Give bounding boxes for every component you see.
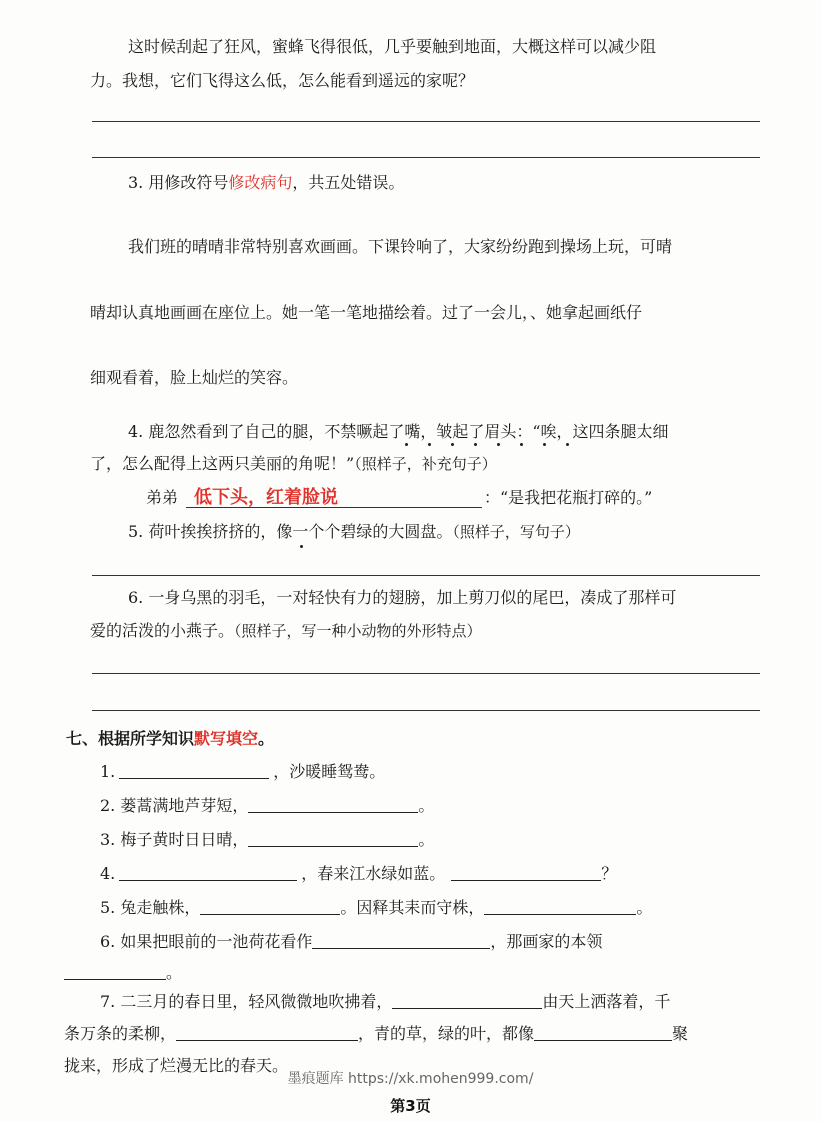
item-2-blank[interactable] [248,796,418,813]
answer-line [92,157,760,158]
item-7-text-c: 条万条的柔柳， [64,1024,177,1043]
item-3-text: 3. 梅子黄时日日晴， [100,830,249,849]
answer-line [92,710,760,711]
q6-line-2-note: （照样子，写一种小动物的外形特点） [234,622,482,640]
item-7-line-3: 拢来，形成了烂漫无比的春天。 [64,1056,289,1075]
item-4-end: ？ [601,864,618,883]
item-5-end: 。 [636,898,653,917]
answer-line [92,575,760,576]
q4-line-2-note: （照样子，补充句子） [354,455,497,473]
q3-highlight: 修改病句 [228,173,293,192]
q4-answer-prefix: 弟弟 [146,488,179,507]
item-1-blank[interactable] [119,762,269,779]
item-6-blank-2[interactable] [64,963,166,980]
item-7-line-2 [64,1023,688,1045]
q6-line-2 [90,620,482,642]
item-5-text: 5. 兔走触株， [100,898,201,917]
item-1-text: ，沙暖睡鸳鸯。 [273,762,386,781]
section-7-prefix: 七、根据所学知识 [66,729,195,748]
item-4 [100,863,617,885]
item-7-blank-2[interactable] [176,1024,358,1041]
item-4-blank-1[interactable] [119,864,297,881]
item-4-blank-2[interactable] [451,864,601,881]
item-7-blank-1[interactable] [392,992,542,1009]
q4-line-2-main: 了，怎么配得上这两只美丽的角呢！” [90,454,355,473]
item-2-text: 2. 蒌蒿满地芦芽短， [100,796,249,815]
item-7-text-d: ，青的草，绿的叶，都像 [358,1024,535,1043]
section-7-highlight: 默写填空 [194,729,259,748]
item-5-blank-2[interactable] [484,898,636,915]
item-1 [100,761,385,783]
section-7-heading [66,728,274,750]
item-5-blank-1[interactable] [200,898,340,915]
item-2-end: 。 [418,796,435,815]
item-5-middle: 。因释其耒而守株， [340,898,485,917]
emphasis-dot [300,545,303,548]
intro-line-2: 力。我想，它们飞得这么低，怎么能看到遥远的家呢？ [90,71,475,90]
item-4-text: ，春来江水绿如蓝。 [301,864,446,883]
item-6-middle: ，那画家的本领 [490,932,603,951]
item-5 [100,897,652,919]
item-7-text-b: 由天上洒落着，千 [542,992,671,1011]
item-3-blank[interactable] [248,830,418,847]
item-6-text: 6. 如果把眼前的一池荷花看作 [100,932,313,951]
item-7-text-e: 聚 [672,1024,689,1043]
q3-prefix: 3. 用修改符号 [128,173,229,192]
q4-line-1: 4. 鹿忽然看到了自己的腿，不禁噘起了嘴，皱起了眉头：“唉，这四条腿太细 [128,422,669,441]
q6-line-2-main: 爱的活泼的小燕子。 [90,621,235,640]
page-number: 第3页 [390,1097,431,1115]
q3-suffix: ，共五处错误。 [292,173,405,192]
answer-line [92,121,760,122]
q6-line-1: 6. 一身乌黑的羽毛，一对轻快有力的翅膀，加上剪刀似的尾巴，凑成了那样可 [128,588,677,607]
q5-note: （照样子，写句子） [452,523,580,541]
watermark: 墨痕题库 https://xk.mohen999.com/ [287,1071,534,1087]
item-1-number: 1. [100,762,116,781]
item-2 [100,795,434,817]
item-6 [100,931,602,953]
item-3-end: 。 [418,830,435,849]
q4-answer-suffix: ：“是我把花瓶打碎的。” [484,488,653,507]
item-4-number: 4. [100,864,116,883]
item-6-continued [64,962,182,984]
item-7-line-1 [100,991,670,1013]
q3-paragraph-line-2: 晴却认真地画画在座位上。她一笔一笔地描绘着。过了一会儿，、她拿起画纸仔 [90,303,643,322]
answer-line [92,673,760,674]
q3-paragraph-line-3: 细观看着，脸上灿烂的笑容。 [90,368,299,387]
item-6-end: 。 [166,963,183,982]
q3-heading [128,172,404,194]
q4-handwritten-answer: 低下头，红着脸说 [194,487,338,508]
intro-line-1: 这时候刮起了狂风，蜜蜂飞得很低，几乎要触到地面，大概这样可以减少阻 [128,37,657,56]
item-3 [100,829,434,851]
q3-paragraph-line-1: 我们班的晴晴非常特别喜欢画画。下课铃响了，大家纷纷跑到操场上玩，可晴 [128,237,673,256]
item-7-text-a: 7. 二三月的春日里，轻风微微地吹拂着， [100,992,393,1011]
q5-line [128,521,580,543]
q4-line-2 [90,453,497,475]
item-7-blank-3[interactable] [534,1024,672,1041]
q5-main: 5. 荷叶挨挨挤挤的，像一个个碧绿的大圆盘。 [128,522,453,541]
item-6-blank[interactable] [312,932,490,949]
section-7-suffix: 。 [258,729,275,748]
